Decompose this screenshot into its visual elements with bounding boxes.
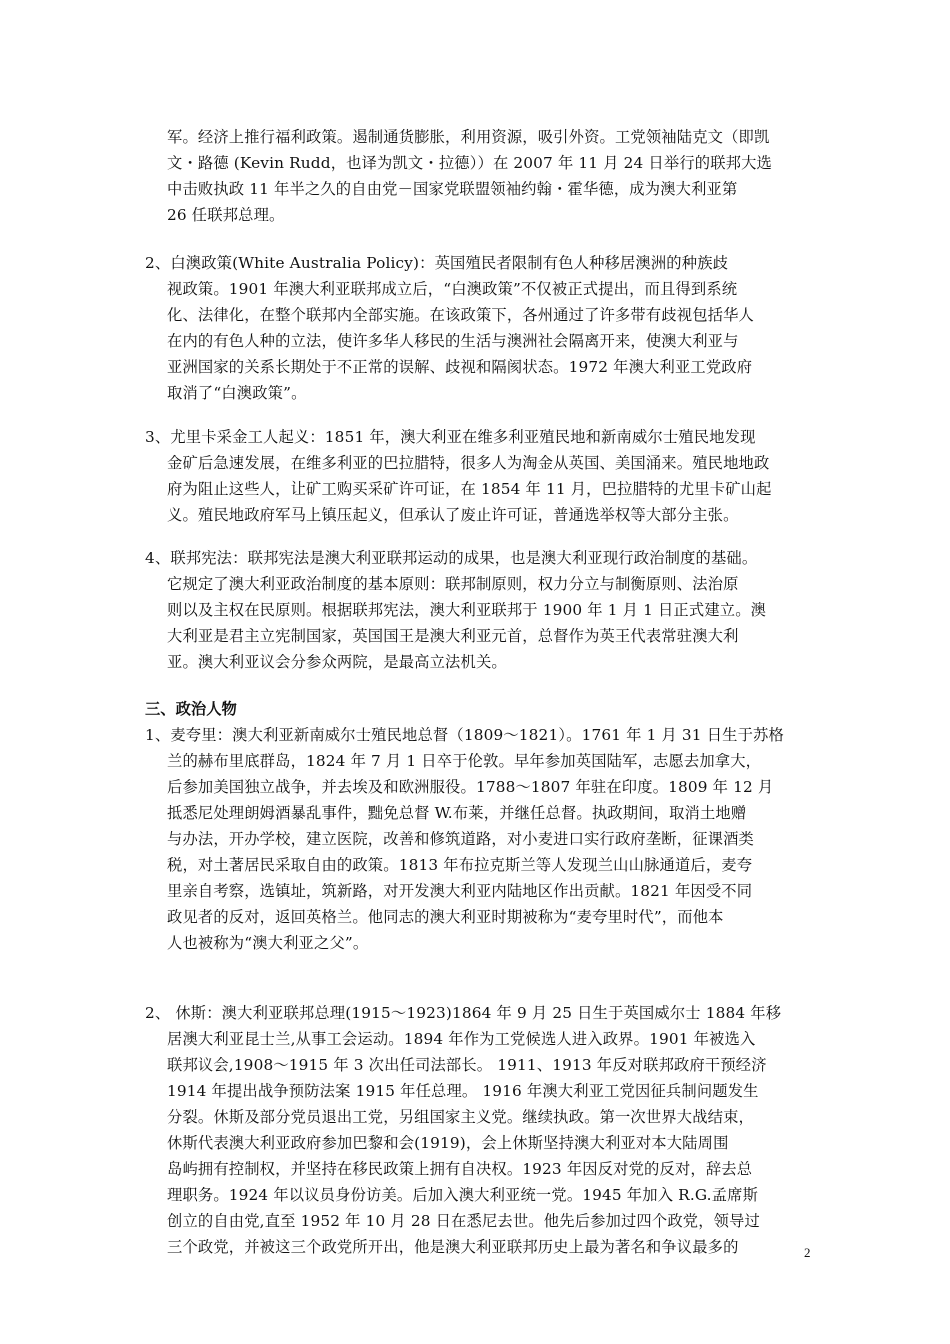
paragraph-line: 大利亚是君主立宪制国家，英国国王是澳大利亚元首，总督作为英王代表常驻澳大利	[167, 627, 739, 645]
item-first-line: 2、 休斯：澳大利亚联邦总理(1915～1923)1864 年 9 月 25 日生于英国威尔士 1884 年移	[145, 1004, 782, 1022]
paragraph-line: 府为阻止这些人，让矿工购买采矿许可证，在 1854 年 11 月，巴拉腊特的尤里卡矿山起	[167, 480, 772, 498]
paragraph-line: 后参加美国独立战争，并去埃及和欧洲服役。1788～1807 年驻在印度。1809 年 12 月	[167, 778, 774, 796]
paragraph-line: 在内的有色人种的立法，使许多华人移民的生活与澳洲社会隔离开来，使澳大利亚与	[167, 332, 739, 350]
item-first-line: 2、白澳政策(White Australia Policy)：英国殖民者限制有色人种移居澳洲的种族歧	[145, 254, 729, 272]
paragraph-line: 义。殖民地政府军马上镇压起义，但承认了废止许可证，普通选举权等大部分主张。	[167, 506, 739, 524]
paragraph-line: 岛屿拥有控制权，并坚持在移民政策上拥有自决权。1923 年因反对党的反对，辞去总	[167, 1160, 753, 1178]
paragraph-line: 抵悉尼处理朗姆酒暴乱事件，黜免总督 W.布莱，并继任总督。执政期间，取消土地赠	[167, 804, 747, 822]
paragraph-line: 亚洲国家的关系长期处于不正常的误解、歧视和隔阂状态。1972 年澳大利亚工党政府	[167, 358, 753, 376]
paragraph-line: 它规定了澳大利亚政治制度的基本原则：联邦制原则，权力分立与制衡原则、法治原	[167, 575, 739, 593]
paragraph-line: 则以及主权在民原则。根据联邦宪法，澳大利亚联邦于 1900 年 1 月 1 日正式建立。澳	[167, 601, 767, 619]
paragraph-line: 休斯代表澳大利亚政府参加巴黎和会(1919)，会上休斯坚持澳大利亚对本大陆周围	[167, 1134, 729, 1152]
paragraph-line: 视政策。1901 年澳大利亚联邦成立后，“白澳政策”不仅被正式提出，而且得到系统	[167, 280, 738, 298]
paragraph-line: 亚。澳大利亚议会分参众两院，是最高立法机关。	[167, 653, 507, 671]
person-hughes	[145, 1000, 825, 1260]
paragraph-line: 26 任联邦总理。	[167, 206, 285, 224]
paragraph-line: 与办法，开办学校，建立医院，改善和修筑道路，对小麦进口实行政府垄断，征课酒类	[167, 830, 754, 848]
page-number: 2	[804, 1245, 811, 1260]
paragraph-line: 创立的自由党,直至 1952 年 10 月 28 日在悉尼去世。他先后参加过四个政党，领导过	[167, 1212, 761, 1230]
section-heading: 三、政治人物	[145, 700, 237, 718]
paragraph-line: 1914 年提出战争预防法案 1915 年任总理。 1916 年澳大利亚工党因征兵制问题发生	[167, 1082, 759, 1100]
paragraph-line: 三个政党，并被这三个政党所开出，他是澳大利亚联邦历史上最为著名和争议最多的	[167, 1238, 739, 1256]
item-federal-constitution	[145, 545, 825, 675]
paragraph-line: 文・路德 (Kevin Rudd，也译为凯文・拉德））在 2007 年 11 月 24 日举行的联邦大选	[167, 154, 773, 172]
item-first-line: 4、联邦宪法：联邦宪法是澳大利亚联邦运动的成果，也是澳大利亚现行政治制度的基础。	[145, 549, 758, 567]
item-eureka-rebellion	[145, 424, 825, 528]
paragraph-line: 联邦议会,1908～1915 年 3 次出任司法部长。 1911、1913 年反对联邦政府干预经济	[167, 1056, 767, 1074]
person-macquarie	[145, 722, 825, 956]
paragraph-line: 军。经济上推行福利政策。遏制通货膨胀，利用资源，吸引外资。工党领袖陆克文（即凯	[167, 128, 770, 146]
paragraph-line: 中击败执政 11 年半之久的自由党－国家党联盟领袖约翰・霍华德，成为澳大利亚第	[167, 180, 738, 198]
paragraph-line: 理职务。1924 年以议员身份访美。后加入澳大利亚统一党。1945 年加入 R.G.孟席斯	[167, 1186, 759, 1204]
paragraph-line: 金矿后急速发展，在维多利亚的巴拉腊特，很多人为淘金从英国、美国涌来。殖民地地政	[167, 454, 770, 472]
item-white-australia-policy	[145, 250, 825, 406]
paragraph-line: 人也被称为“澳大利亚之父”。	[167, 934, 369, 952]
paragraph-line: 兰的赫布里底群岛，1824 年 7 月 1 日卒于伦敦。早年参加英国陆军，志愿去加拿大，	[167, 752, 762, 770]
paragraph-line: 政见者的反对，返回英格兰。他同志的澳大利亚时期被称为“麦夸里时代”，而他本	[167, 908, 724, 926]
paragraph-line: 化、法律化，在整个联邦内全部实施。在该政策下，各州通过了许多带有歧视包括华人	[167, 306, 754, 324]
paragraph-line: 里亲自考察，选镇址，筑新路，对开发澳大利亚内陆地区作出贡献。1821 年因受不同	[167, 882, 753, 900]
paragraph-line: 居澳大利亚昆士兰,从事工会运动。1894 年作为工党候选人进入政界。1901 年被选入	[167, 1030, 756, 1048]
paragraph-line: 税，对土著居民采取自由的政策。1813 年布拉克斯兰等人发现兰山山脉通道后，麦夸	[167, 856, 753, 874]
item-first-line: 1、麦夸里：澳大利亚新南威尔士殖民地总督（1809～1821）。1761 年 1 月 31 日生于苏格	[145, 726, 784, 744]
paragraph-line: 分裂。休斯及部分党员退出工党，另组国家主义党。继续执政。第一次世界大战结束，	[167, 1108, 754, 1126]
continuation-paragraph	[145, 124, 825, 228]
paragraph-line: 取消了“白澳政策”。	[167, 384, 307, 402]
item-first-line: 3、尤里卡采金工人起义：1851 年，澳大利亚在维多利亚殖民地和新南威尔士殖民地发现	[145, 428, 756, 446]
